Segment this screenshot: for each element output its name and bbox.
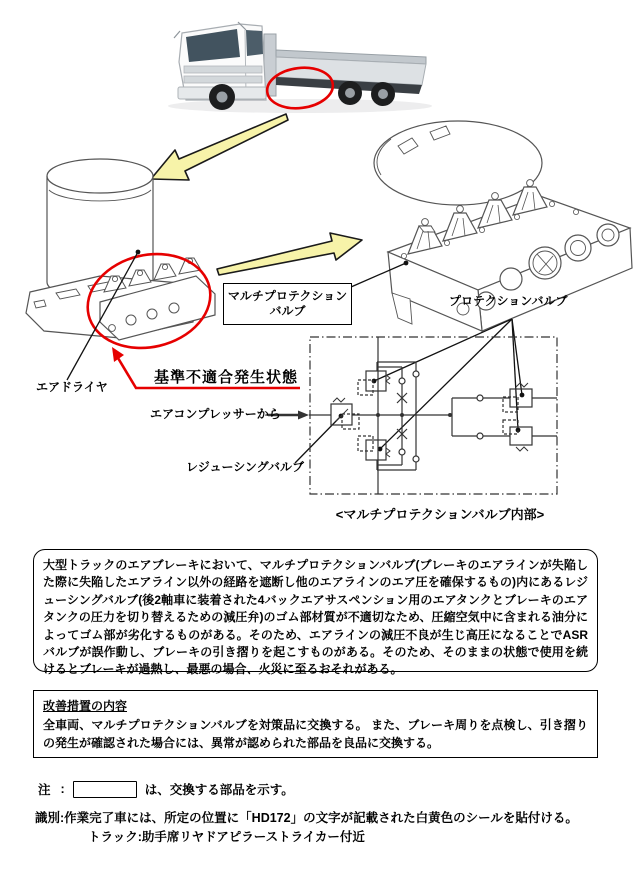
remedy-box (33, 690, 598, 758)
multi-protection-valve-label-line1: マルチプロテクション (227, 289, 348, 303)
arrow-dryer-to-valve (217, 233, 362, 275)
air-dryer-label: エアドライヤ (36, 380, 108, 394)
air-dryer-drawing (26, 159, 220, 360)
identification-text: 作業完了車には、所定の位置に「HD172」の文字が記載された白黄色のシールを貼付ける。 (64, 811, 578, 825)
truck-illustration (168, 22, 432, 113)
schematic-caption: <マルチプロテクションバルブ内部> (335, 507, 545, 522)
identification-row2: トラック:助手席リヤドアピラーストライカー付近 (88, 830, 365, 844)
multi-protection-valve-label-box (223, 283, 352, 325)
defect-state-label: 基準不適合発生状態 (154, 369, 299, 386)
remedy-title: 改善措置の内容 (43, 699, 128, 713)
identification-row (35, 808, 578, 826)
note-text: は、交換する部品を示す。 (144, 783, 294, 797)
remedy-text: 全車両、マルチプロテクションバルブを対策品に交換する。 また、ブレーキ周りを点検し、引き摺りの発生が確認された場合には、異常が認められた部品を良品に交換する。 (43, 718, 588, 750)
swap-part-legend-box (73, 781, 137, 798)
note-label: 注 (38, 783, 51, 797)
note-row (38, 780, 294, 798)
defect-description-box (33, 549, 598, 677)
identification-label: 識別: (35, 811, 65, 825)
reducing-valve-label: レジューシングバルブ (186, 460, 304, 474)
defect-description-text: 大型トラックのエアブレーキにおいて、マルチプロテクションバルブ(ブレーキのエアラインが失陥した際に失陥したエアライン以外の経路を遮断し他のエアラインのエア圧を確保するもの)内にあるレジューシングバルブ(後2軸車に装着された4バックエアサスペンション用のエアタンクとブレーキのエアタンクの圧力を切り替えるための減圧弁)のゴム部材質が不適切なため、圧縮空気中に含まれる油分によってゴム部が劣化するものがある。そのため、エアラインの減圧不良が生じ高圧になることでASRバルブが誤作動し、ブレーキの引き摺りを起こすものがある。そのため、そのままの状態で使用を続けるとブレーキが過熱し、最悪の場合、火災に至るおそれがある。 (43, 558, 588, 677)
arrow-truck-to-dryer (151, 114, 288, 180)
from-air-compressor-label: エアコンプレッサーから (150, 407, 281, 421)
multi-protection-valve-label-line2: バルブ (269, 304, 306, 318)
protection-valve-label: プロテクションバルブ (449, 294, 568, 308)
note-colon: : (60, 782, 65, 796)
